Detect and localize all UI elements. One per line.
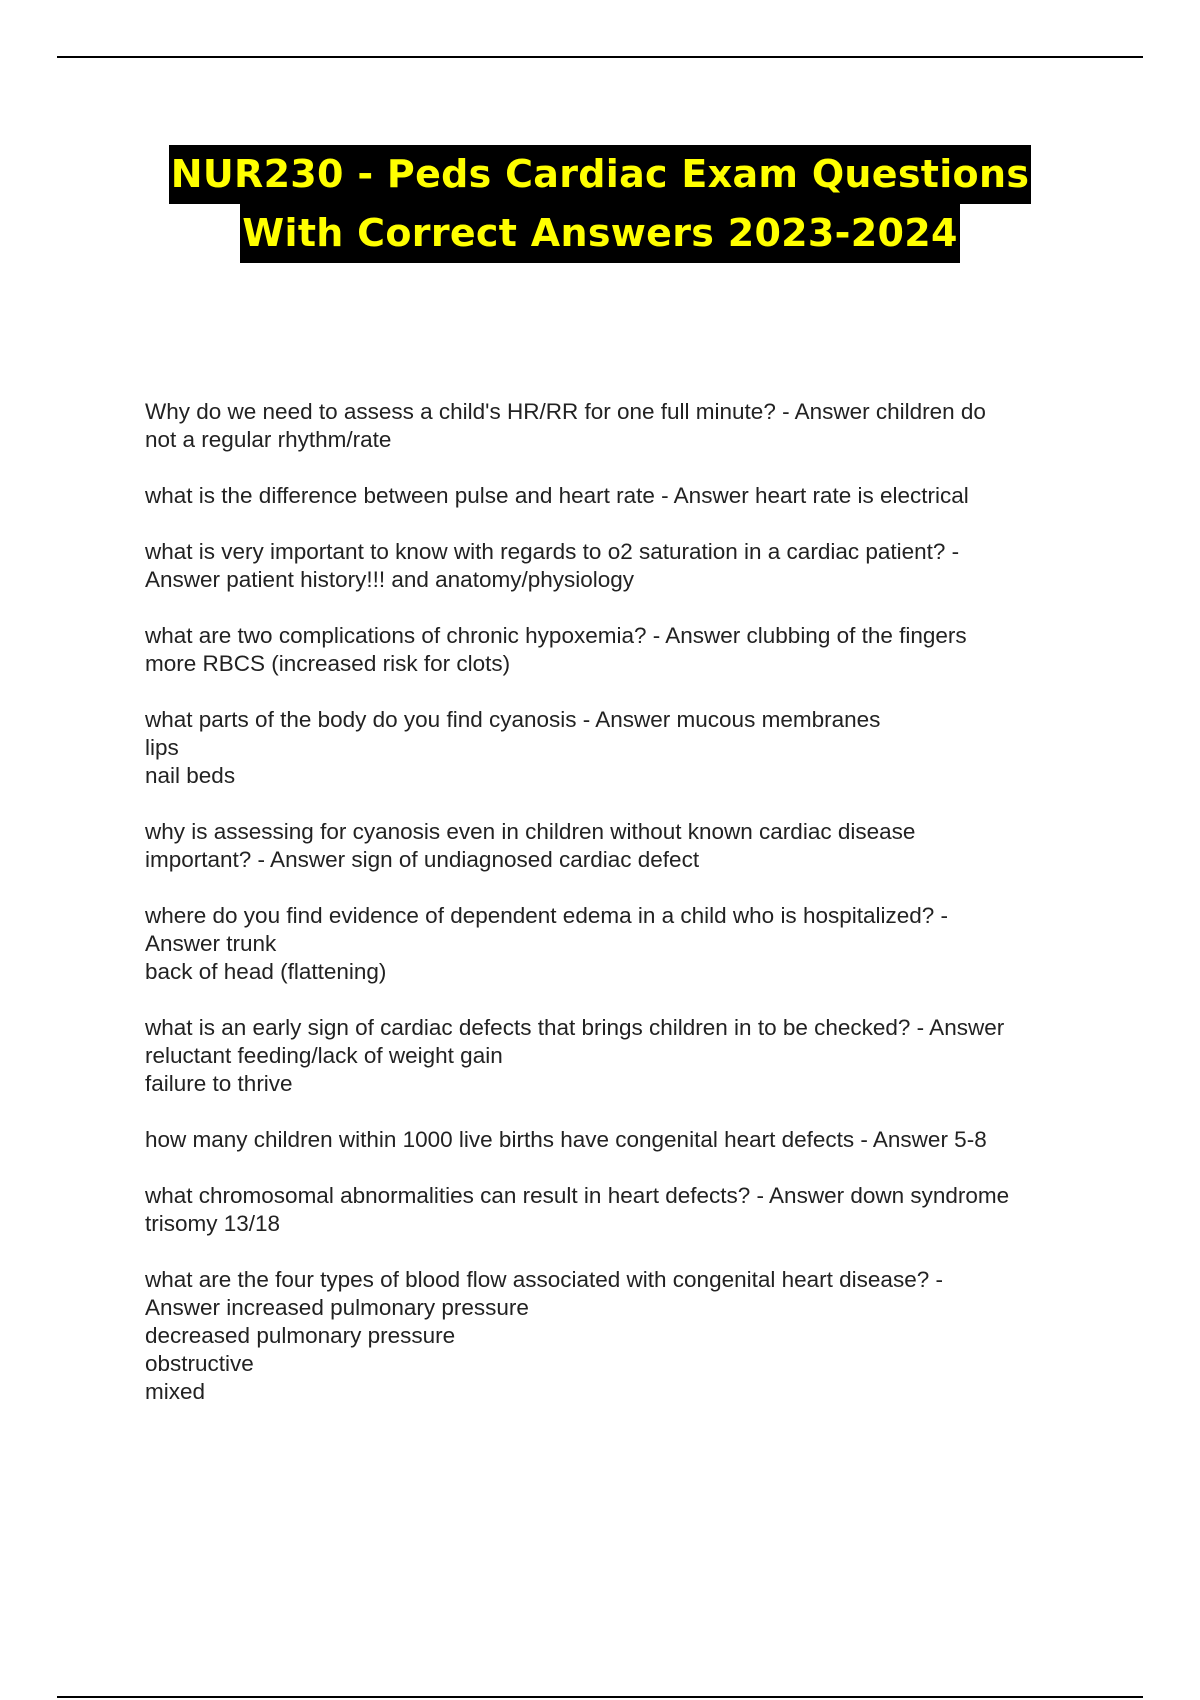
- qa-line: what are the four types of blood flow associated with congenital heart disease? -: [145, 1267, 943, 1292]
- qa-line: where do you find evidence of dependent edema in a child who is hospitalized? -: [145, 903, 949, 928]
- qa-item-4: [145, 622, 1085, 678]
- qa-line: what chromosomal abnormalities can result in heart defects? - Answer down syndrome: [145, 1183, 1010, 1208]
- qa-item-5: [145, 706, 1085, 790]
- qa-line: how many children within 1000 live births have congenital heart defects - Answer 5-8: [145, 1127, 987, 1152]
- qa-line: mixed: [145, 1379, 206, 1404]
- qa-line: decreased pulmonary pressure: [145, 1323, 456, 1348]
- qa-line: what is very important to know with regards to o2 saturation in a cardiac patient? -: [145, 539, 960, 564]
- qa-line: obstructive: [145, 1351, 254, 1376]
- qa-line: Answer patient history!!! and anatomy/physiology: [145, 567, 635, 592]
- qa-line: nail beds: [145, 763, 236, 788]
- qa-line: why is assessing for cyanosis even in children without known cardiac disease: [145, 819, 916, 844]
- qa-item-9: [145, 1126, 1085, 1154]
- qa-item-6: [145, 818, 1085, 874]
- qa-line: trisomy 13/18: [145, 1211, 281, 1236]
- qa-item-7: [145, 902, 1085, 986]
- document-title: [0, 145, 1200, 263]
- qa-line: what is the difference between pulse and heart rate - Answer heart rate is electrical: [145, 483, 969, 508]
- qa-item-8: [145, 1014, 1085, 1098]
- qa-line: not a regular rhythm/rate: [145, 427, 392, 452]
- qa-line: back of head (flattening): [145, 959, 387, 984]
- qa-line: lips: [145, 735, 179, 760]
- qa-item-3: [145, 538, 1085, 594]
- qa-line: what is an early sign of cardiac defects that brings children in to be checked? - Answer: [145, 1015, 1005, 1040]
- qa-line: what parts of the body do you find cyanosis - Answer mucous membranes: [145, 707, 881, 732]
- qa-list: [145, 398, 1085, 1434]
- qa-line: more RBCS (increased risk for clots): [145, 651, 511, 676]
- qa-item-1: [145, 398, 1085, 454]
- qa-line: failure to thrive: [145, 1071, 293, 1096]
- bottom-divider: [57, 1696, 1143, 1698]
- title-line-2: With Correct Answers 2023-2024: [240, 204, 959, 263]
- qa-line: Why do we need to assess a child's HR/RR for one full minute? - Answer children do: [145, 399, 986, 424]
- qa-item-11: [145, 1266, 1085, 1406]
- title-line-1: NUR230 - Peds Cardiac Exam Questions: [169, 145, 1032, 204]
- qa-line: Answer trunk: [145, 931, 277, 956]
- qa-line: important? - Answer sign of undiagnosed cardiac defect: [145, 847, 700, 872]
- qa-line: reluctant feeding/lack of weight gain: [145, 1043, 503, 1068]
- qa-line: Answer increased pulmonary pressure: [145, 1295, 529, 1320]
- qa-line: what are two complications of chronic hypoxemia? - Answer clubbing of the fingers: [145, 623, 967, 648]
- qa-item-2: [145, 482, 1085, 510]
- qa-item-10: [145, 1182, 1085, 1238]
- top-divider: [57, 56, 1143, 58]
